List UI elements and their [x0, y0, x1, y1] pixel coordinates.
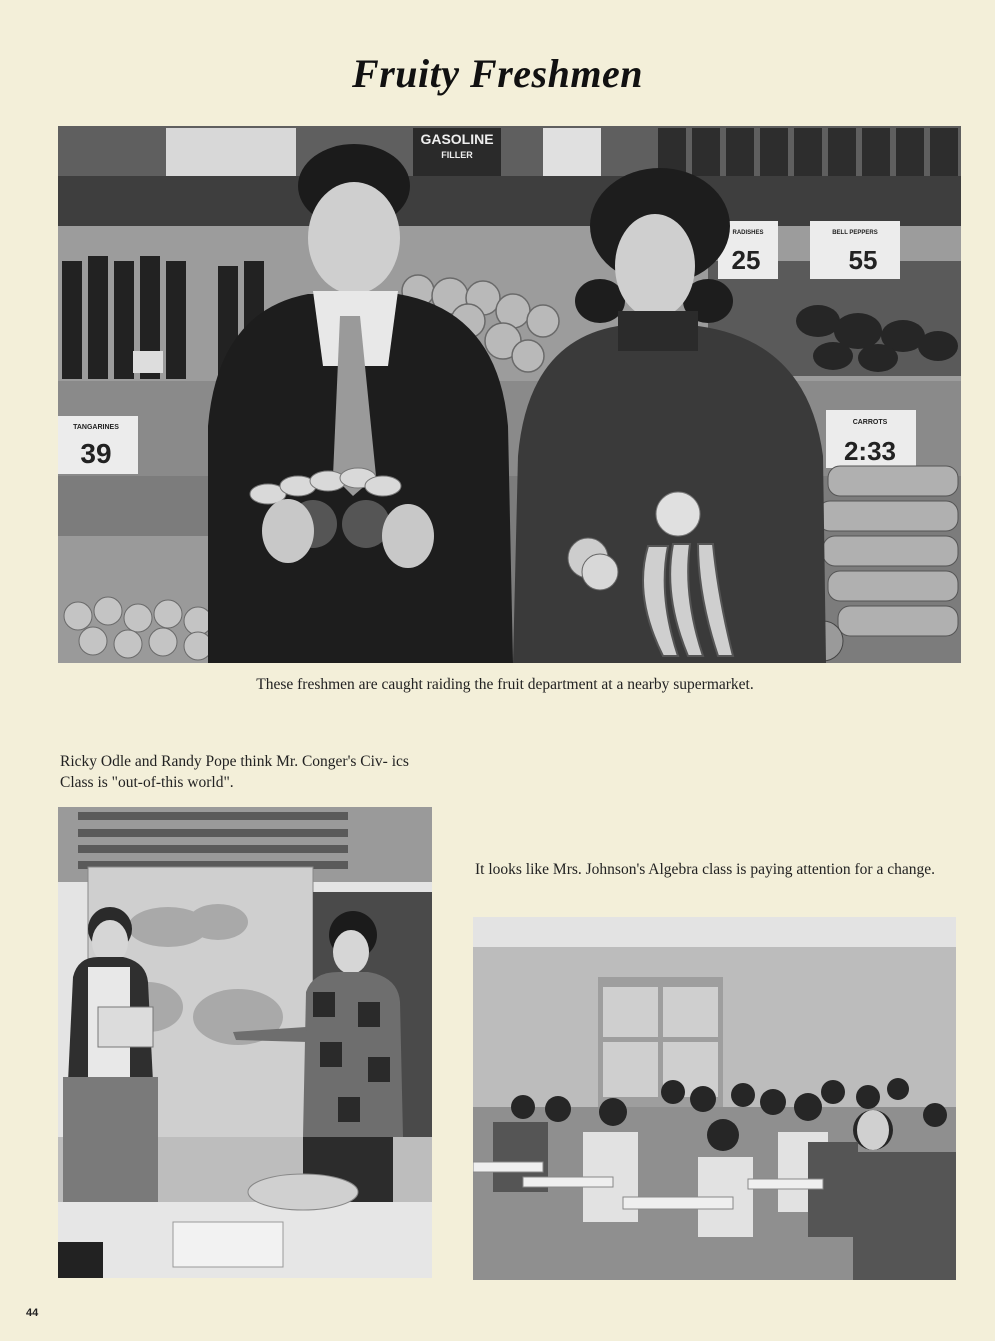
- supermarket-photo: [58, 126, 961, 663]
- algebra-class-photo: [473, 917, 956, 1280]
- civics-caption: Ricky Odle and Randy Pope think Mr. Conger's Civ- ics Class is "out-of-this world".: [60, 753, 409, 791]
- radishes-label: RADISHES: [732, 230, 764, 236]
- bell-peppers-label: BELL PEPPERS: [832, 230, 878, 236]
- civics-scene: [58, 807, 432, 1278]
- bell-peppers-price: 55: [848, 245, 878, 275]
- radishes-price: 25: [731, 245, 761, 275]
- supermarket-caption: These freshmen are caught raiding the fruit department at a nearby supermarket.: [256, 676, 754, 693]
- filler-sign: FILLER: [441, 150, 473, 160]
- gasoline-sign: GASOLINE: [420, 131, 494, 147]
- carrots-price: 2:33: [843, 436, 897, 466]
- algebra-caption: It looks like Mrs. Johnson's Algebra class is paying attention for a change.: [475, 861, 935, 878]
- tangerines-price: 39: [80, 438, 112, 469]
- algebra-scene: [473, 917, 956, 1280]
- supermarket-scene: [58, 126, 961, 663]
- page-number: 44: [26, 1307, 39, 1319]
- page-title: Fruity Freshmen: [352, 51, 643, 96]
- tangerines-label: TANGARINES: [73, 424, 119, 431]
- carrots-label: CARROTS: [852, 419, 888, 426]
- civics-class-photo: [58, 807, 432, 1278]
